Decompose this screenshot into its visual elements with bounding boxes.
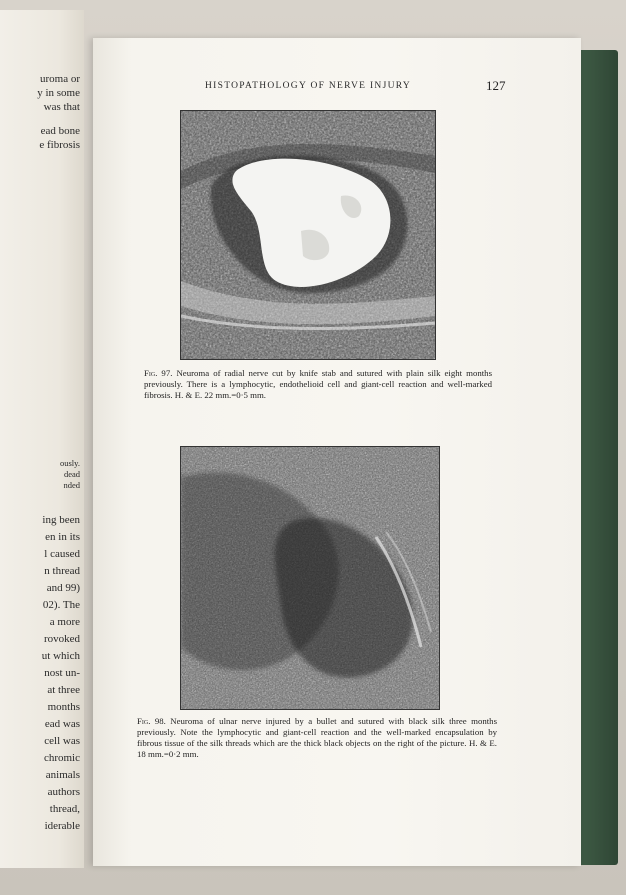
figure-97-caption: [144, 368, 492, 401]
left-caption-line: ously.: [60, 458, 80, 468]
figure-98-label: Fig. 98.: [137, 716, 166, 726]
left-text-line: at three: [47, 684, 80, 696]
left-text-line: ead was: [44, 718, 80, 730]
left-text-line: months: [47, 701, 80, 713]
left-caption-line: nded: [63, 480, 80, 490]
left-text-line: en in its: [45, 531, 80, 543]
page-number: 127: [486, 78, 506, 93]
left-text-line: y in some: [37, 87, 80, 99]
left-text-line: nost un-: [44, 667, 80, 679]
left-text-line: iderable: [44, 820, 80, 832]
left-text-line: ut which: [41, 650, 80, 662]
figure-97-caption-text: Neuroma of radial nerve cut by knife stab and sutured with plain silk eight months previously. There is a lymphocytic, endothelioid cell and giant-cell reaction and well-marked fibrosis. H. & E. 22 mm.=0·5 mm.: [144, 368, 493, 400]
left-text-line: uroma or: [39, 73, 80, 85]
left-text-line: rovoked: [43, 633, 80, 645]
left-page: [0, 10, 84, 868]
left-text-line: ead bone: [40, 125, 80, 137]
running-head: HISTOPATHOLOGY OF NERVE INJURY: [205, 81, 412, 91]
figure-98-caption: [137, 716, 497, 760]
left-text-line: l caused: [44, 548, 80, 560]
left-text-line: n thread: [44, 565, 80, 577]
left-text-line: authors: [47, 786, 80, 798]
figure-98-caption-text: Neuroma of ulnar nerve injured by a bullet and sutured with black silk three months previously. Note the lymphocytic and giant-cell reaction and the well-marked encapsulation by fibrous tissue of the silk threads which are the thick black objects on the right of the picture. H. & E. 18 mm.=0·2 mm.: [137, 716, 498, 759]
figure-97-micrograph: [180, 110, 436, 360]
left-text-line: and 99): [46, 582, 80, 594]
figure-98-micrograph: [180, 446, 440, 710]
left-text-line: was that: [43, 101, 80, 113]
left-text-line: e fibrosis: [39, 139, 80, 151]
figure-97-label: Fig. 97.: [144, 368, 173, 378]
left-text-line: ing been: [42, 514, 80, 526]
left-text-line: animals: [45, 769, 80, 781]
left-text-line: chromic: [43, 752, 80, 764]
left-text-line: thread,: [49, 803, 80, 815]
left-text-line: a more: [49, 616, 80, 628]
left-caption-line: dead: [63, 469, 80, 479]
left-text-line: 02). The: [42, 599, 80, 611]
left-text-line: cell was: [44, 735, 80, 747]
